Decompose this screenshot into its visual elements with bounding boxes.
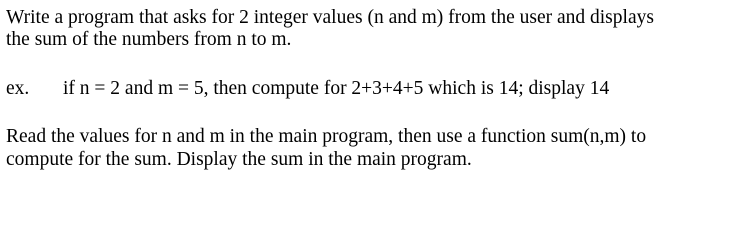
intro-line-2: the sum of the numbers from n to m.: [6, 29, 292, 50]
example-text: if n = 2 and m = 5, then compute for 2+3+4+5 which is 14; display 14: [63, 78, 610, 99]
example-label: ex.: [6, 78, 30, 99]
instruction-line-2: compute for the sum. Display the sum in the main program.: [6, 149, 472, 170]
instruction-line-1: Read the values for n and m in the main program, then use a function sum(n,m) to: [6, 126, 647, 147]
intro-line-1: Write a program that asks for 2 integer values (n and m) from the user and displays: [6, 7, 654, 28]
